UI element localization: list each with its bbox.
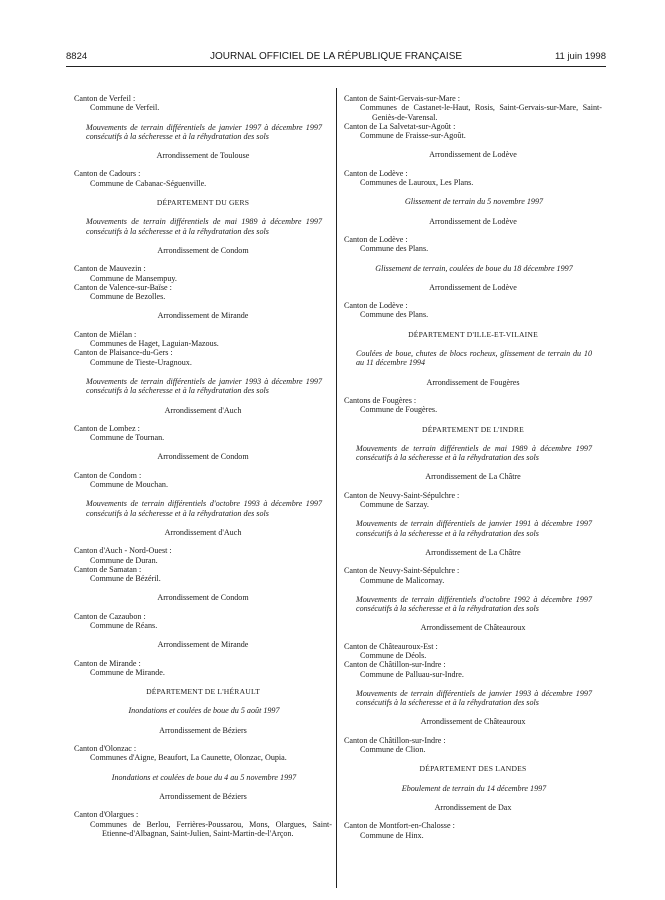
department-heading: DÉPARTEMENT DE L'INDRE xyxy=(422,424,524,434)
arrondissement-heading: Arrondissement de Béziers xyxy=(159,791,247,801)
canton-line: Canton de Lodève : xyxy=(344,168,408,178)
canton-line: Canton de Verfeil : xyxy=(74,94,136,103)
event-description: Mouvements de terrain différentiels de mai 1989 à décembre 1997 consécutifs à la sécheresse et à la réhydratation des sols xyxy=(356,443,592,463)
commune-line: Commune de Tournan. xyxy=(90,433,165,443)
canton-line: Canton d'Auch - Nord-Ouest : xyxy=(74,546,172,556)
arrondissement-heading: Arrondissement d'Auch xyxy=(164,527,242,537)
canton-line: Canton de Neuvy-Saint-Sépulchre : xyxy=(344,566,460,576)
canton-line: Canton de Samatan : xyxy=(74,564,142,574)
event-description: Mouvements de terrain différentiels de mai 1989 à décembre 1997 consécutifs à la sécheresse et à la réhydratation des sols xyxy=(86,217,322,236)
canton-line: Canton de Lodève : xyxy=(344,234,408,244)
canton-line: Canton de Valence-sur-Baïse : xyxy=(74,282,172,292)
event-description: Mouvements de terrain différentiels de janvier 1997 à décembre 1997 consécutifs à la sécheresse et à la réhydratation des sols xyxy=(86,122,322,141)
page-header xyxy=(66,51,606,65)
department-heading: DÉPARTEMENT DE L'HÉRAULT xyxy=(146,687,260,697)
canton-line: Canton de Châteauroux-Est : xyxy=(344,641,438,651)
event-description: Glissement de terrain du 5 novembre 1997 xyxy=(404,197,544,207)
issue-date: 11 juin 1998 xyxy=(554,51,606,62)
department-heading: DÉPARTEMENT D'ILLE-ET-VILAINE xyxy=(408,329,538,339)
event-description: Glissement de terrain, coulées de boue du 18 décembre 1997 xyxy=(375,263,573,273)
commune-line: Communes de Lauroux, Les Plans. xyxy=(360,178,474,188)
event-description: Mouvements de terrain différentiels de janvier 1991 à décembre 1997 consécutifs à la sécheresse et à la réhydratation des sols xyxy=(356,519,592,538)
journal-title: JOURNAL OFFICIEL DE LA RÉPUBLIQUE FRANÇAISE xyxy=(209,51,463,62)
arrondissement-heading: Arrondissement de Mirande xyxy=(157,640,249,650)
canton-line: Canton de Châtillon-sur-Indre : xyxy=(344,735,446,745)
commune-line: Communes de Berlou, Ferrières-Poussarou, Mons, Olargues, Saint-Etienne-d'Albagnan, Saint-Julien, Saint-Martin-de-l'Arçon. xyxy=(90,819,332,838)
column-divider xyxy=(336,88,337,888)
commune-line: Commune de Duran. xyxy=(90,555,158,565)
arrondissement-heading: Arrondissement d'Auch xyxy=(164,405,242,415)
right-column xyxy=(344,94,602,840)
canton-line: Canton de Miélan : xyxy=(74,329,137,339)
arrondissement-heading: Arrondissement de Toulouse xyxy=(156,151,250,161)
canton-line: Canton de Saint-Gervais-sur-Mare : xyxy=(344,94,461,103)
commune-line: Commune de Clion. xyxy=(360,745,426,755)
event-description: Inondations et coulées de boue du 4 au 5 novembre 1997 xyxy=(111,772,297,782)
canton-line: Canton de Lombez : xyxy=(74,423,140,433)
canton-line: Canton d'Olonzac : xyxy=(74,744,137,754)
arrondissement-heading: Arrondissement de La Châtre xyxy=(425,472,521,482)
commune-line: Commune de Verfeil. xyxy=(90,103,160,113)
arrondissement-heading: Arrondissement de Châteauroux xyxy=(420,717,526,727)
arrondissement-heading: Arrondissement de Lodève xyxy=(429,216,517,226)
canton-line: Canton de Plaisance-du-Gers : xyxy=(74,348,173,358)
commune-line: Commune de Mansempuy. xyxy=(90,273,177,283)
canton-line: Canton de Mirande : xyxy=(74,658,141,668)
canton-line: Canton de Condom : xyxy=(74,470,142,480)
event-description: Coulées de boue, chutes de blocs rocheux, glissement de terrain du 10 au 11 décembre 1994 xyxy=(356,349,592,368)
left-column xyxy=(74,94,332,838)
canton-line: Canton de Montfort-en-Chalosse : xyxy=(344,821,455,831)
event-description: Mouvements de terrain différentiels de janvier 1993 à décembre 1997 consécutifs à la sécheresse et à la réhydratation des sols xyxy=(356,688,592,708)
arrondissement-heading: Arrondissement de Châteauroux xyxy=(420,623,526,633)
canton-line: Canton de Lodève : xyxy=(344,301,408,311)
commune-line: Commune de Mouchan. xyxy=(90,480,169,490)
commune-line: Commune de Déols. xyxy=(360,650,427,660)
arrondissement-heading: Arrondissement de Lodève xyxy=(429,150,517,160)
commune-line: Commune de Fougères. xyxy=(360,405,438,415)
arrondissement-heading: Arrondissement de Condom xyxy=(157,593,249,603)
commune-line: Communes de Haget, Laguian-Mazous. xyxy=(90,339,219,349)
header-rule xyxy=(66,66,606,67)
commune-line: Commune de Bézéril. xyxy=(90,574,161,584)
commune-line: Commune de Palluau-sur-Indre. xyxy=(360,669,464,679)
commune-line: Commune de Bezolles. xyxy=(90,292,166,302)
canton-line: Canton de Châtillon-sur-Indre : xyxy=(344,660,446,670)
arrondissement-heading: Arrondissement de Dax xyxy=(434,802,512,812)
canton-line: Cantons de Fougères : xyxy=(344,395,417,405)
commune-line: Communes d'Aigne, Beaufort, La Caunette, Olonzac, Oupia. xyxy=(90,753,287,763)
page-number: 8824 xyxy=(66,51,88,62)
commune-line: Communes de Castanet-le-Haut, Rosis, Saint-Gervais-sur-Mare, Saint-Geniès-de-Varensal. xyxy=(360,103,602,122)
canton-line: Canton de Neuvy-Saint-Sépulchre : xyxy=(344,490,460,500)
canton-line: Canton d'Olargues : xyxy=(74,810,139,820)
event-description: Eboulement de terrain du 14 décembre 1997 xyxy=(401,783,547,793)
commune-line: Commune des Plans. xyxy=(360,310,429,320)
commune-line: Commune de Mirande. xyxy=(90,667,165,677)
event-description: Inondations et coulées de boue du 5 août 1997 xyxy=(128,706,280,716)
canton-line: Canton de Cazaubon : xyxy=(74,611,146,621)
event-description: Mouvements de terrain différentiels de janvier 1993 à décembre 1997 consécutifs à la sécheresse et à la réhydratation des sols xyxy=(86,376,322,396)
canton-line: Canton de Mauvezin : xyxy=(74,264,146,274)
commune-line: Commune des Plans. xyxy=(360,244,429,254)
arrondissement-heading: Arrondissement de Condom xyxy=(157,452,249,462)
commune-line: Commune de Malicornay. xyxy=(360,575,445,585)
commune-line: Commune de Sarzay. xyxy=(360,500,429,510)
commune-line: Commune de Réans. xyxy=(90,620,158,630)
department-heading: DÉPARTEMENT DES LANDES xyxy=(419,764,527,774)
commune-line: Commune de Hinx. xyxy=(360,830,424,840)
arrondissement-heading: Arrondissement de Béziers xyxy=(159,725,247,735)
commune-line: Commune de Tieste-Uragnoux. xyxy=(90,357,192,367)
commune-line: Commune de Cabanac-Séguenville. xyxy=(90,178,207,188)
arrondissement-heading: Arrondissement de Fougères xyxy=(426,377,520,387)
arrondissement-heading: Arrondissement de Condom xyxy=(157,245,249,255)
canton-line: Canton de La Salvetat-sur-Agoût : xyxy=(344,121,456,131)
arrondissement-heading: Arrondissement de Lodève xyxy=(429,282,517,292)
department-heading: DÉPARTEMENT DU GERS xyxy=(156,198,250,208)
arrondissement-heading: Arrondissement de Mirande xyxy=(157,311,249,321)
canton-line: Canton de Cadours : xyxy=(74,169,141,179)
arrondissement-heading: Arrondissement de La Châtre xyxy=(425,547,521,557)
event-description: Mouvements de terrain différentiels d'octobre 1992 à décembre 1997 consécutifs à la sécheresse et à la réhydratation des sols xyxy=(356,594,592,614)
event-description: Mouvements de terrain différentiels d'octobre 1993 à décembre 1997 consécutifs à la sécheresse et à la réhydratation des sols xyxy=(86,499,322,518)
commune-line: Commune de Fraisse-sur-Agoût. xyxy=(360,131,466,141)
